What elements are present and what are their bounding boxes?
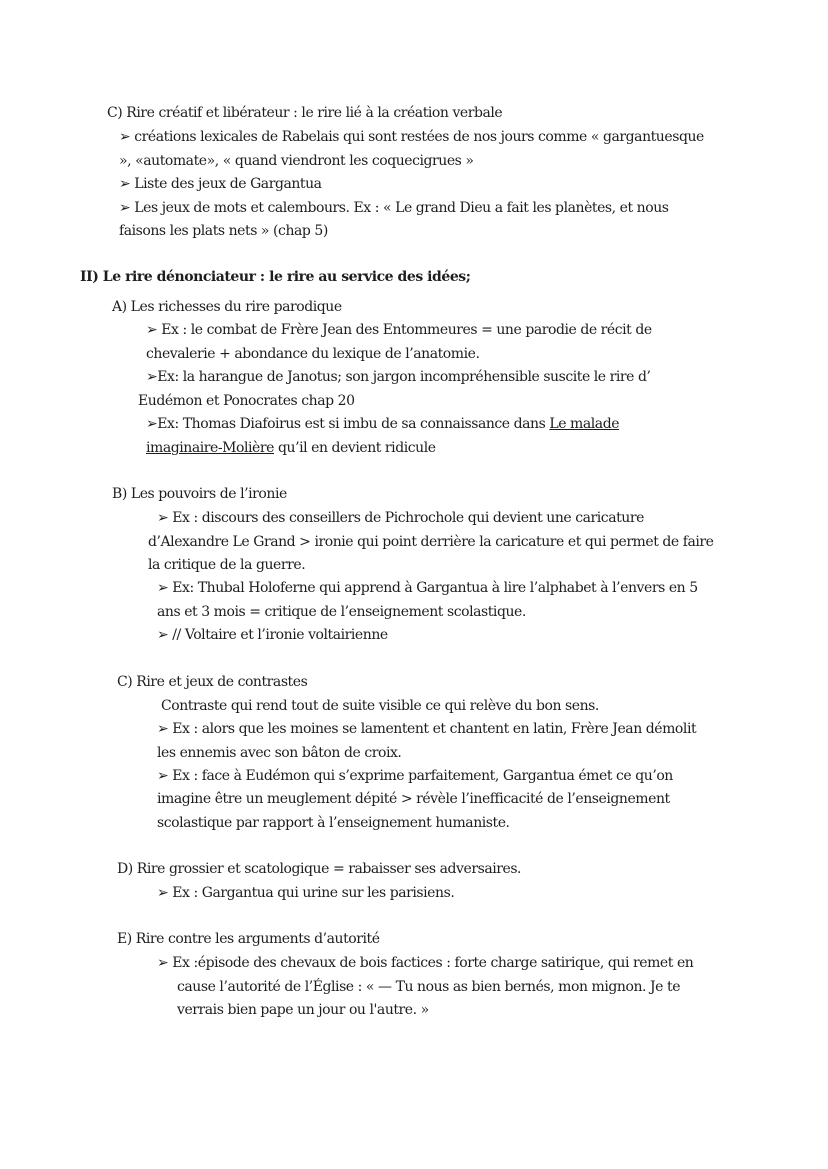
section-c2-heading: C) Rire et jeux de contrastes — [117, 674, 308, 690]
bullet-continuation: d’Alexandre Le Grand > ironie qui point derrière la caricature et qui permet de faire — [148, 534, 714, 550]
bullet-line — [146, 415, 619, 433]
bullet-line: ➢ Ex : Gargantua qui urine sur les parisiens. — [157, 885, 455, 901]
bullet-continuation: verrais bien pape un jour ou l'autre. » — [177, 1002, 429, 1018]
bullet-line: ➢Ex: la harangue de Janotus; son jargon incompréhensible suscite le rire d’ — [146, 369, 651, 385]
bullet-continuation: Eudémon et Ponocrates chap 20 — [138, 393, 355, 409]
section-a-heading: A) Les richesses du rire parodique — [112, 299, 342, 315]
section-b-heading: B) Les pouvoirs de l’ironie — [112, 486, 287, 502]
bullet-continuation: la critique de la guerre. — [148, 557, 306, 573]
section-d-heading: D) Rire grossier et scatologique = rabaisser ses adversaires. — [117, 861, 522, 877]
bullet-line: ➢ Ex : face à Eudémon qui s’exprime parfaitement, Gargantua émet ce qu’on — [157, 768, 673, 784]
bullet-line: ➢ Ex : le combat de Frère Jean des Entommeures = une parodie de récit de — [146, 322, 652, 338]
section-e-heading: E) Rire contre les arguments d’autorité — [117, 931, 380, 947]
section-intro: Contraste qui rend tout de suite visible ce qui relève du bon sens. — [161, 698, 599, 714]
bullet-continuation: scolastique par rapport à l’enseignement humaniste. — [157, 815, 510, 831]
bullet-continuation: chevalerie + abondance du lexique de l’anatomie. — [146, 346, 480, 362]
section-c1-heading: C) Rire créatif et libérateur : le rire lié à la création verbale — [107, 105, 503, 121]
bullet-continuation: les ennemis avec son bâton de croix. — [157, 745, 402, 761]
bullet-line: ➢ Ex: Thubal Holoferne qui apprend à Gargantua à lire l’alphabet à l’envers en 5 — [157, 580, 698, 596]
bullet-line: ➢ // Voltaire et l’ironie voltairienne — [157, 627, 388, 643]
bullet-text: ➢Ex: Thomas Diafoirus est si imbu de sa connaissance dans — [146, 416, 550, 432]
part-2-heading: II) Le rire dénonciateur : le rire au service des idées; — [80, 269, 471, 285]
bullet-continuation — [146, 439, 436, 457]
bullet-line: ➢ Ex :épisode des chevaux de bois factices : forte charge satirique, qui remet en — [157, 955, 694, 971]
bullet-line: ➢ Ex : discours des conseillers de Pichrochole qui devient une caricature — [157, 510, 644, 526]
bullet-line: ➢ Les jeux de mots et calembours. Ex : « Le grand Dieu a fait les planètes, et nous — [119, 200, 669, 216]
bullet-text: qu’il en devient ridicule — [273, 440, 436, 456]
bullet-line: ➢ Liste des jeux de Gargantua — [119, 176, 322, 192]
bullet-continuation: faisons les plats nets » (chap 5) — [119, 223, 328, 239]
bullet-continuation: ans et 3 mois = critique de l’enseignement scolastique. — [157, 604, 526, 620]
bullet-line: ➢ créations lexicales de Rabelais qui sont restées de nos jours comme « gargantuesque — [119, 129, 704, 145]
bullet-line: ➢ Ex : alors que les moines se lamentent et chantent en latin, Frère Jean démolit — [157, 721, 697, 737]
bullet-continuation: cause l’autorité de l’Église : « — Tu nous as bien bernés, mon mignon. Je te — [177, 979, 681, 995]
work-title-underlined: imaginaire-Molière — [146, 440, 274, 456]
work-title-underlined: Le malade — [549, 416, 620, 432]
bullet-continuation: », «automate», « quand viendront les coquecigrues » — [119, 153, 474, 169]
bullet-continuation: imagine être un meuglement dépité > révèle l’inefficacité de l’enseignement — [157, 791, 670, 807]
